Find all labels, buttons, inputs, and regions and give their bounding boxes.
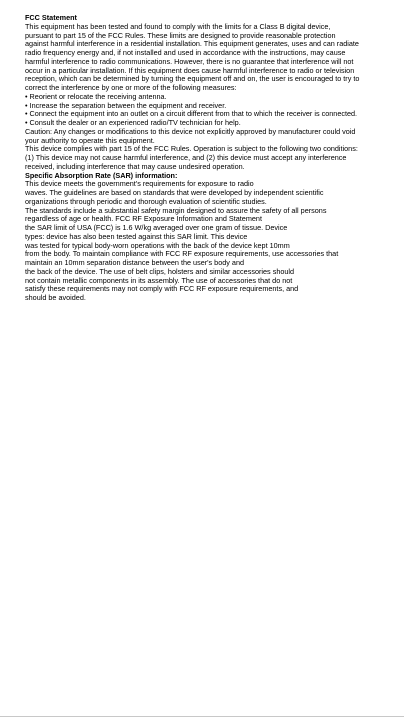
- bullet-item: • Consult the dealer or an experienced radio/TV technician for help.: [25, 118, 241, 127]
- page-bottom-divider: [0, 716, 404, 717]
- fcc-statement-heading: FCC Statement: [25, 13, 77, 22]
- text-line: from the body. To maintain compliance with FCC RF exposure requirements, use accessories that: [25, 249, 339, 259]
- text-line: your authority to operate this equipment.: [25, 135, 155, 145]
- bullet-item: • Connect the equipment into an outlet on a circuit different from that to which the receiver is connected.: [25, 109, 358, 119]
- text-line: organizations through periodic and thorough evaluation of scientific studies.: [25, 196, 267, 206]
- text-line: The standards include a substantial safety margin designed to assure the safety of all persons: [25, 205, 327, 215]
- text-line: occur in a particular installation. If this equipment does cause harmful interference to radio or television: [25, 65, 355, 75]
- text-line: correct the interference by one or more of the following measures:: [25, 83, 237, 92]
- text-line: regardless of age or health. FCC RF Exposure Information and Statement: [25, 214, 262, 224]
- text-line: radio frequency energy and, if not installed and used in accordance with the instructions, may cause: [25, 48, 346, 57]
- text-line: not contain metallic components in its assembly. The use of accessories that do not: [25, 275, 293, 285]
- fcc-statement-text: [25, 23, 395, 172]
- text-line: This device meets the government's requirements for exposure to radio: [25, 179, 254, 189]
- sar-information-heading: Specific Absorption Rate (SAR) information:: [25, 170, 178, 180]
- text-line: against harmful interference in a residential installation. This equipment generates, uses and can radiate: [25, 39, 359, 49]
- text-line: the back of the device. The use of belt clips, holsters and similar accessories should: [25, 266, 295, 276]
- text-line: This equipment has been tested and found to comply with the limits for a Class B digital device,: [25, 21, 331, 31]
- bullet-item: • Reorient or relocate the receiving antenna.: [25, 91, 167, 101]
- text-line: maintain an 10mm separation distance between the user's body and: [25, 258, 245, 267]
- document-body: [25, 14, 395, 303]
- text-line: types: device has also been tested against this SAR limit. This device: [25, 231, 248, 241]
- text-line: the SAR limit of USA (FCC) is 1.6 W/kg averaged over one gram of tissue. Device: [25, 223, 288, 232]
- text-line: pursuant to part 15 of the FCC Rules. These limits are designed to provide reasonable protection: [25, 30, 336, 40]
- text-line: harmful interference to radio communications. However, there is no guarantee that interference will not: [25, 56, 354, 66]
- sar-information-text: [25, 180, 395, 303]
- text-line: satisfy these requirements may not comply with FCC RF exposure requirements, and: [25, 284, 299, 294]
- text-line: received, including interference that may cause undesired operation.: [25, 161, 245, 171]
- text-line: should be avoided.: [25, 293, 86, 302]
- text-line: This device complies with part 15 of the FCC Rules. Operation is subject to the following two conditions:: [25, 144, 358, 154]
- text-line: waves. The guidelines are based on standards that were developed by independent scientific: [25, 188, 324, 197]
- text-line: (1) This device may not cause harmful interference, and (2) this device must accept any interference: [25, 153, 347, 162]
- bullet-item: • Increase the separation between the equipment and receiver.: [25, 100, 227, 110]
- text-line: Caution: Any changes or modifications to this device not explicitly approved by manufacturer could void: [25, 126, 356, 136]
- text-line: was tested for typical body-worn operations with the back of the device kept 10mm: [25, 240, 290, 250]
- text-line: reception, which can be determined by turning the equipment off and on, the user is encouraged to try to: [25, 74, 360, 84]
